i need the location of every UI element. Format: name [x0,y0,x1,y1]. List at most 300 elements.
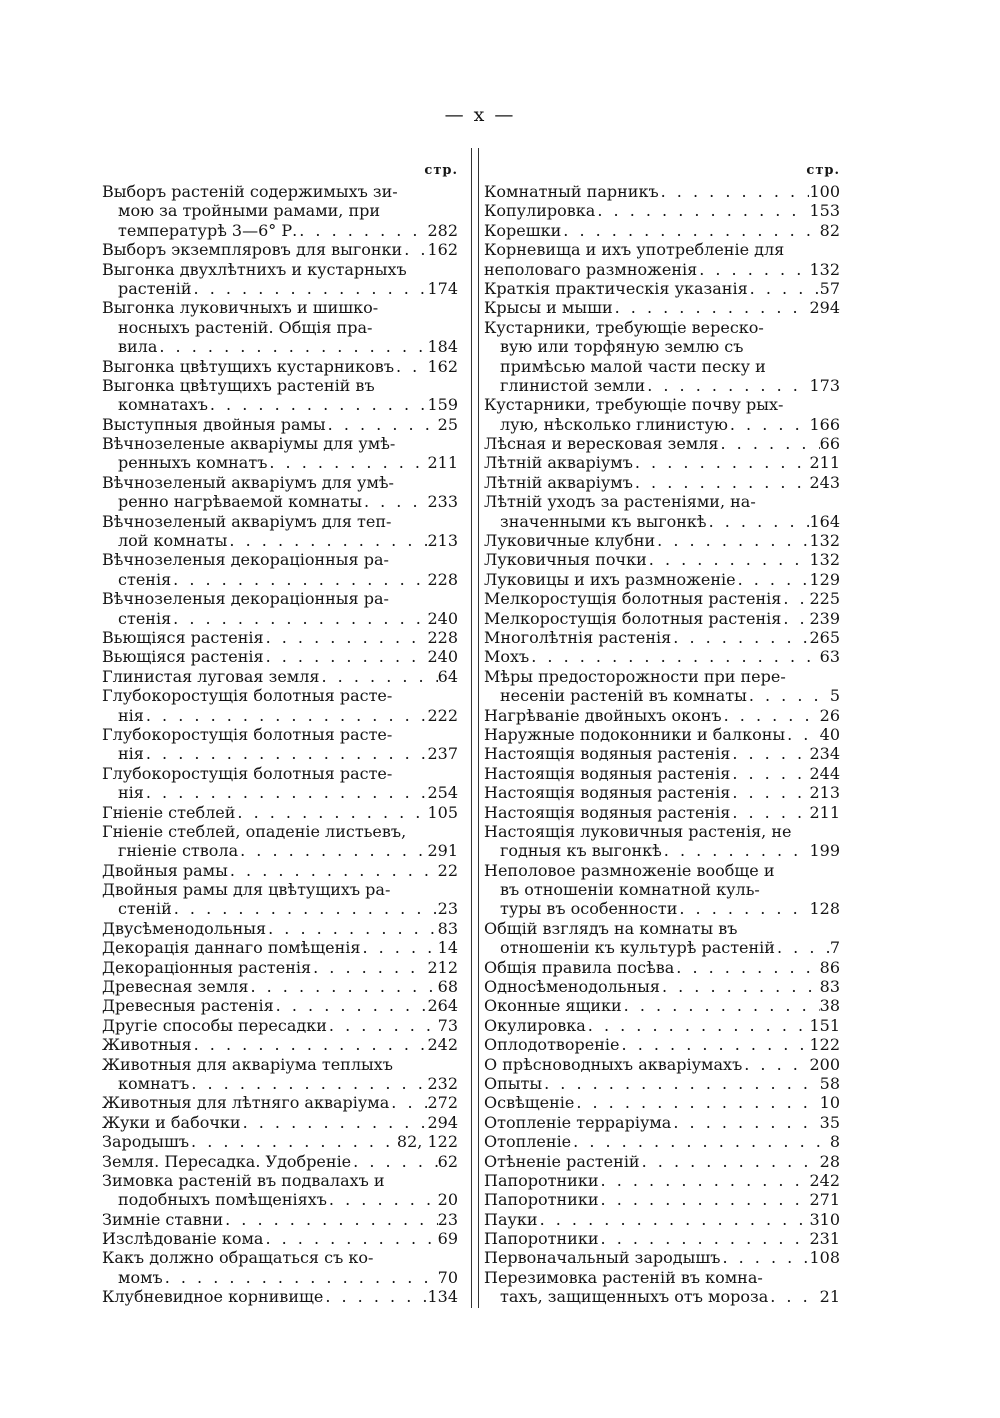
index-entry [484,357,840,376]
index-entry-page: 242 [809,1170,840,1190]
index-entry-text: Первоначальный зародышъ [484,1248,721,1268]
index-entry-text: Вѣчнозеленыя декораціонныя ра- [102,550,389,570]
index-entry-text: момъ [118,1267,163,1287]
index-entry [484,803,840,822]
index-entry-page: 211 [427,453,458,473]
index-entry-page: 132 [809,531,840,551]
index-entry [102,1210,458,1229]
index-entry [484,628,840,647]
index-entry-text: Гніеніе стеблей [102,802,236,822]
dot-leader [660,977,820,996]
index-entry-page: 162 [427,240,458,260]
index-entry [484,1055,840,1074]
index-entry-page: 294 [427,1112,458,1132]
index-entry [484,1248,840,1267]
index-entry [102,1190,458,1209]
index-entry [484,725,840,744]
index-entry-text: Вьющіяся растенія [102,627,264,647]
index-entry [484,279,840,298]
index-entry-text: нія [118,744,144,764]
index-entry-page: 83 [819,977,840,997]
dot-leader [360,938,437,957]
index-entry-text: Общія правила посѣва [484,957,675,977]
dot-leader [267,453,427,472]
index-entry [102,1229,458,1248]
index-entry [484,1287,840,1306]
index-entry-page: 151 [809,1015,840,1035]
index-entry-text: нія [118,783,144,803]
index-entry-text: Двойныя рамы для цвѣтущихъ ра- [102,880,391,900]
index-entry [102,589,458,608]
index-list-right [484,182,840,1307]
index-entry-page: 38 [819,996,840,1016]
index-entry-page: 108 [809,1248,840,1268]
index-entry [102,1016,458,1035]
index-entry-text: Корневища и ихъ употребленіе для [484,240,785,260]
index-entry [102,996,458,1015]
dot-leader [574,1093,819,1112]
index-entry-text: отношеніи къ культурѣ растеній [500,938,775,958]
dot-leader [264,647,428,666]
index-entry-text: Выгонка двухлѣтнихъ и кустарныхъ [102,259,407,279]
index-entry-text: растеній [118,278,192,298]
index-entry-text: Глубокоростущія болотныя расте- [102,686,393,706]
index-entry-text: Зимніе ставни [102,1209,224,1229]
index-entry-text: Выгонка цвѣтущихъ кустарниковъ [102,356,394,376]
index-entry-text: Многолѣтнія растенія [484,627,672,647]
index-entry [102,744,458,763]
index-entry-text: Отопленіе террарiума [484,1112,672,1132]
index-entry-text: Пауки [484,1209,538,1229]
index-column-left [102,160,458,1307]
index-entry-page: 184 [427,337,458,357]
index-entry [102,1055,458,1074]
index-entry-page: 23 [437,899,458,919]
index-entry-text: вую или торфяную землю съ [500,337,744,357]
index-entry-text: лой комнаты [118,531,228,551]
index-entry [484,415,840,434]
index-entry-text: гніеніе ствола [118,841,239,861]
index-entry [102,279,458,298]
index-entry [484,783,840,802]
index-entry-text: Корешки [484,220,562,240]
dot-leader [323,1287,427,1306]
index-entry-page: 66 [819,434,840,454]
dot-leader [351,1152,437,1171]
index-entry [484,453,840,472]
dot-leader [542,1074,820,1093]
index-entry-text: Декораціонныя растенія [102,957,312,977]
dot-leader [707,512,810,531]
index-entry [102,298,458,317]
index-entry [484,1035,840,1054]
index-entry-page: 272 [427,1093,458,1113]
index-entry [102,764,458,783]
index-entry [484,589,840,608]
index-entry-page: 240 [427,608,458,628]
index-entry [484,240,840,259]
index-entry-page: 237 [427,744,458,764]
index-entry-page: 291 [427,841,458,861]
index-entry-text: Жуки и бабочки [102,1112,241,1132]
index-entry-text: Оплодотвореніе [484,1035,620,1055]
dot-leader [595,201,809,220]
dot-leader [785,725,820,744]
index-entry-page: 212 [427,957,458,977]
index-entry-page: 211 [809,802,840,822]
index-entry [484,938,840,957]
index-entry [484,996,840,1015]
index-entry-page: 240 [427,647,458,667]
dot-leader [163,1268,438,1287]
dot-leader [189,1132,397,1151]
dot-leader [677,899,809,918]
index-entry [484,434,840,453]
index-entry-text: Мохъ [484,647,530,667]
index-entry-text: нія [118,705,144,725]
index-entry [102,318,458,337]
index-entry [102,1113,458,1132]
index-entry [102,337,458,356]
index-entry-text: Животныя для лѣтняго акваріума [102,1093,390,1113]
dot-leader [571,1132,830,1151]
index-entry-page: 213 [427,531,458,551]
index-entry [484,958,840,977]
index-entry-page: 69 [437,1229,458,1249]
dot-leader [157,337,427,356]
index-entry-text: Окулировка [484,1015,586,1035]
index-entry [102,531,458,550]
dot-leader [538,1210,810,1229]
index-entry-text: Крысы и мыши [484,298,613,318]
index-entry-page: 174 [427,278,458,298]
dot-leader [297,221,427,240]
index-entry-text: Односѣменодольныя [484,977,660,997]
index-entry-text: Выгонка цвѣтущихъ растеній въ [102,375,375,395]
dot-leader [613,298,810,317]
index-entry-page: 232 [427,1073,458,1093]
index-entry [484,861,840,880]
index-entry [102,376,458,395]
index-entry-page: 294 [809,298,840,318]
index-entry-page: 23 [437,1209,458,1229]
index-entry-text: Нагрѣваніе двойныхъ оконъ [484,705,722,725]
index-entry-text: Папоротники [484,1170,599,1190]
index-entry [102,958,458,977]
index-entry-text: Зимовка растеній въ подвалахъ и [102,1170,385,1190]
index-entry-text: Освѣщеніе [484,1093,575,1113]
index-entry-text: Настоящія луковичныя растенія, не [484,821,792,841]
index-entry-text: вила [118,337,158,357]
index-entry-text: туры въ особенности [500,899,678,919]
index-entry-text: Лѣтній акваріумъ [484,453,633,473]
index-entry [102,783,458,802]
dot-leader [311,958,427,977]
index-entry-page: 26 [819,705,840,725]
dot-leader [655,531,809,550]
index-entry-text: Отѣненіе растеній [484,1151,640,1171]
index-entry-page: 310 [809,1209,840,1229]
index-entry [484,706,840,725]
index-entry-text: Комнатный парникъ [484,182,659,201]
index-entry-text: Выборъ экземпляровъ для выгонки [102,240,403,260]
index-entry-page: 14 [437,938,458,958]
dot-leader [264,628,428,647]
page-column-header: стр. [806,163,840,178]
index-entry-page: 25 [437,414,458,434]
dot-leader [327,1190,438,1209]
page-column-header: стр. [424,163,458,178]
index-entry-page: 128 [809,899,840,919]
index-entry [484,744,840,763]
dot-leader [241,1113,428,1132]
index-entry [484,473,840,492]
index-entry-page: 222 [427,705,458,725]
index-entry [102,570,458,589]
index-entry-text: Глубокоростущія болотныя расте- [102,763,393,783]
index-entry-text: Настоящія водяныя растенія [484,744,731,764]
index-entry-page: 164 [809,511,840,531]
dot-leader [722,706,820,725]
index-entry [102,201,458,220]
dot-leader [266,919,438,938]
dot-leader [659,182,810,201]
index-entry-page: 228 [427,569,458,589]
dot-leader [171,609,427,628]
dot-leader [326,415,438,434]
index-entry [102,395,458,414]
index-entry-text: Глубокоростущія болотныя расте- [102,724,393,744]
index-entry-text: неполоваго размноженія [484,259,698,279]
index-entry [484,1132,840,1151]
index-entry-text: температурѣ 3—6° Р. [118,220,298,240]
index-entry-page: 7 [829,938,840,958]
index-entry-text: Выборъ растеній содержимыхъ зи- [102,182,398,201]
index-entry-text: Животныя [102,1035,192,1055]
index-entry [102,861,458,880]
index-entry [102,647,458,666]
index-entry-page: 70 [437,1267,458,1287]
dot-leader [144,783,428,802]
index-entry-page: 100 [809,182,840,201]
index-entry [102,492,458,511]
dot-leader [320,667,438,686]
dot-leader [620,1035,810,1054]
dot-leader [730,783,809,802]
index-entry-text: Кустарники, требующіе почву рых- [484,395,784,415]
index-entry-text: Изслѣдованіе кома [102,1229,264,1249]
dot-leader [599,1171,810,1190]
index-entry-page: 233 [427,492,458,512]
dot-leader [662,841,810,860]
index-entry-text: Лѣтній акваріумъ [484,472,633,492]
dot-leader [747,686,830,705]
index-entry-page: 173 [809,375,840,395]
index-entry-text: Вѣчнозеленыя декораціонныя ра- [102,589,389,609]
index-entry-text: Земля. Пересадка. Удобреніе [102,1151,352,1171]
index-entry-page: 231 [809,1229,840,1249]
dot-leader [674,958,819,977]
index-entry [484,841,840,860]
index-entry [102,880,458,899]
index-entry [102,1268,458,1287]
index-entry [102,803,458,822]
index-entry-text: Общій взглядъ на комнаты въ [484,918,738,938]
index-entry-page: 28 [819,1151,840,1171]
index-entry-text: Двусѣменодольныя [102,918,267,938]
index-entry-text: Какъ должно обращаться съ ко- [102,1248,374,1268]
index-entry-page: 62 [437,1151,458,1171]
index-entry-text: ренно нагрѣваемой комнаты [118,492,362,512]
index-entry-text: ренныхъ комнатъ [118,453,268,473]
index-entry [484,376,840,395]
index-entry [102,822,458,841]
dot-leader [362,492,428,511]
index-entry [102,1171,458,1190]
dot-leader [144,706,428,725]
index-entry-page: 265 [809,627,840,647]
index-entry-text: глинистой земли [500,375,646,395]
index-entry-text: Луковицы и ихъ размноженіе [484,569,736,589]
index-entry [102,473,458,492]
index-entry [484,899,840,918]
index-entry [484,609,840,628]
index-entry-page: 129 [809,569,840,589]
index-entry-page: 58 [819,1073,840,1093]
dot-leader [622,996,820,1015]
index-entry [102,550,458,569]
index-entry [484,318,840,337]
index-entry-text: подобныхъ помѣщеніяхъ [118,1190,327,1210]
index-entry [102,260,458,279]
index-entry-text: Кустарники, требующіе вереско- [484,317,764,337]
index-entry [484,1229,840,1248]
index-entry [484,337,840,356]
index-entry [484,395,840,414]
index-entry [102,1248,458,1267]
index-entry-text: Другіе способы пересадки [102,1015,327,1035]
index-entry [484,1152,840,1171]
index-entry-text: Двойныя рамы [102,860,228,880]
dot-leader [223,1210,438,1229]
index-entry-text: Опыты [484,1073,543,1093]
index-entry [102,725,458,744]
dot-leader [192,279,428,298]
index-entry-text: комнатахъ [118,395,208,415]
index-entry-page: 254 [427,783,458,803]
index-entry [484,667,840,686]
index-entry-page: 86 [819,957,840,977]
index-entry-text: Оконные ящики [484,996,622,1016]
dot-leader [671,628,809,647]
index-entry-text: въ отношеніи комнатной куль- [500,880,760,900]
index-entry [102,609,458,628]
dot-leader [248,977,437,996]
index-entry-page: 122 [809,1035,840,1055]
index-entry-text: стеній [118,899,172,919]
index-entry [102,1132,458,1151]
index-entry [484,1268,840,1287]
index-entry-page: 132 [809,550,840,570]
index-entry [102,434,458,453]
index-entry-text: Лѣсная и вересковая земля [484,434,719,454]
index-entry-page: 199 [809,841,840,861]
index-entry-text: Декорація даннаго помѣщенія [102,938,361,958]
index-entry-text: Клубневидное корнивище [102,1287,324,1307]
index-entry [102,1093,458,1112]
index-entry-page: 159 [427,395,458,415]
dot-leader [768,1287,819,1306]
index-entry-page: 134 [427,1287,458,1307]
dot-leader [561,221,819,240]
dot-leader [748,279,820,298]
index-entry-text: Настоящія водяныя растенія [484,802,731,822]
index-entry-text: Луковичные клубни [484,531,656,551]
dot-leader [189,1074,427,1093]
index-entry [102,938,458,957]
index-entry-page: 21 [819,1287,840,1307]
index-entry [102,415,458,434]
index-entry-text: Животныя для акваріума теплыхъ [102,1054,393,1074]
index-entry [484,1074,840,1093]
index-entry [484,570,840,589]
index-entry-text: Наружные подоконники и балконы [484,724,786,744]
index-entry-page: 40 [819,724,840,744]
dot-leader [730,803,809,822]
dot-leader [274,996,428,1015]
dot-leader [775,938,830,957]
index-entry-text: Папоротники [484,1190,599,1210]
index-entry-text: носныхъ растеній. Общія пра- [118,317,373,337]
index-entry-page: 57 [819,278,840,298]
dot-leader [235,803,427,822]
index-entry-text: стенія [118,569,172,589]
dot-leader [728,415,810,434]
dot-leader [647,550,810,569]
index-entry-text: Отопленіе [484,1132,572,1152]
index-entry-text: Копулировка [484,201,596,221]
index-entry-text: стенія [118,608,172,628]
index-entry-page: 242 [427,1035,458,1055]
index-entry [484,1190,840,1209]
index-entry [484,686,840,705]
index-entry-page: 82 [819,220,840,240]
dot-leader [394,357,427,376]
index-entry [484,919,840,938]
index-entry-text: комнатъ [118,1073,190,1093]
index-entry-text: мою за тройными рамами, при [118,201,381,221]
dot-leader [781,609,809,628]
dot-leader [389,1093,427,1112]
index-entry-text: Гніеніе стеблей, опаденіе листьевъ, [102,821,407,841]
index-entry-text: годныя къ выгонкѣ [500,841,662,861]
index-entry-page: 243 [809,472,840,492]
index-entry-page: 82, 122 [396,1132,458,1152]
index-entry [484,201,840,220]
index-entry-page: 10 [819,1093,840,1113]
index-entry-text: Вѣчнозеленый акваріумъ для теп- [102,511,392,531]
index-entry-text: Лѣтній уходъ за растеніями, на- [484,492,756,512]
index-entry [102,1074,458,1093]
index-entry-text: Краткія практическія указанія [484,278,748,298]
index-entry [484,647,840,666]
dot-leader [640,1152,820,1171]
index-entry [484,531,840,550]
index-entry-text: тахъ, защищенныхъ отъ мороза [500,1287,769,1307]
index-entry-text: Зародышъ [102,1132,190,1152]
index-entry [102,1152,458,1171]
index-entry-text: несеніи растеній въ комнаты [500,686,747,706]
